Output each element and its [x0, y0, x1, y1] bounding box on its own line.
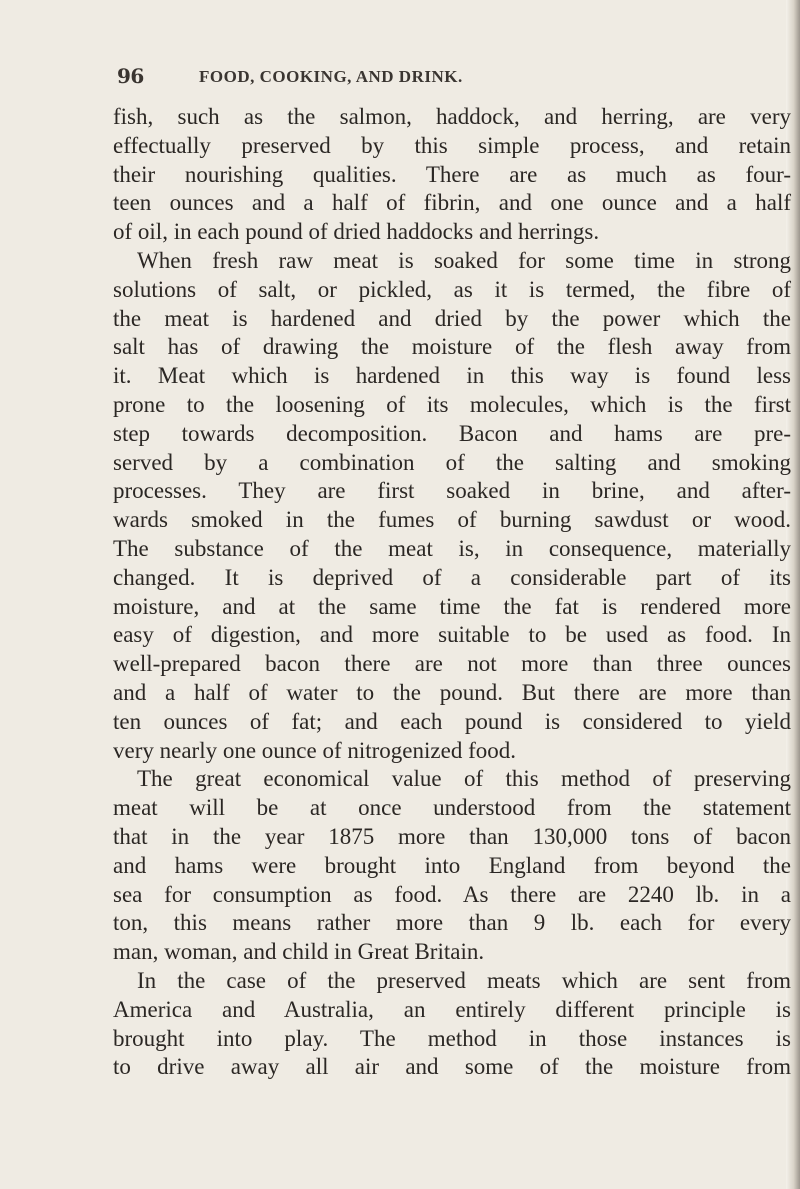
running-head: FOOD, COOKING, AND DRINK.: [199, 67, 463, 86]
text-line: America and Australia, an entirely different principle is: [113, 996, 791, 1022]
text-line: their nourishing qualities. There are as much as four-: [113, 161, 791, 187]
text-line: When fresh raw meat is soaked for some time in strong: [137, 247, 791, 273]
text-line: and hams were brought into England from beyond the: [113, 852, 791, 878]
page-header: [117, 64, 783, 94]
body-text: [113, 103, 791, 1082]
text-line: wards smoked in the fumes of burning sawdust or wood.: [113, 507, 791, 533]
text-line: served by a combination of the salting and smoking: [113, 449, 791, 475]
text-line: ton, this means rather more than 9 lb. each for every: [113, 910, 791, 936]
text-line: step towards decomposition. Bacon and hams are pre-: [113, 420, 791, 446]
text-line: processes. They are first soaked in brine, and after-: [113, 478, 791, 504]
text-line: ten ounces of fat; and each pound is considered to yield: [113, 708, 791, 734]
text-line: solutions of salt, or pickled, as it is termed, the fibre of: [113, 276, 791, 302]
text-line: salt has of drawing the moisture of the flesh away from: [113, 334, 791, 360]
text-line: In the case of the preserved meats which are sent from: [137, 967, 791, 993]
text-line: teen ounces and a half of fibrin, and one ounce and a half: [113, 190, 791, 216]
text-line: and a half of water to the pound. But there are more than: [113, 679, 791, 705]
text-line: it. Meat which is hardened in this way is found less: [113, 363, 791, 389]
text-line: brought into play. The method in those instances is: [113, 1025, 791, 1051]
text-line: The substance of the meat is, in consequence, materially: [113, 535, 791, 561]
text-line: changed. It is deprived of a considerable part of its: [113, 564, 791, 590]
text-line: effectually preserved by this simple process, and retain: [113, 132, 791, 158]
text-line: easy of digestion, and more suitable to be used as food. In: [113, 622, 791, 648]
text-line: that in the year 1875 more than 130,000 tons of bacon: [113, 823, 791, 849]
text-line: The great economical value of this method of preserving: [137, 766, 791, 792]
text-line: well-prepared bacon there are not more than three ounces: [113, 651, 791, 677]
text-line: moisture, and at the same time the fat is rendered more: [113, 593, 791, 619]
text-line: to drive away all air and some of the moisture from: [113, 1054, 791, 1080]
text-line: sea for consumption as food. As there are 2240 lb. in a: [113, 881, 791, 907]
text-line: very nearly one ounce of nitrogenized food.: [113, 737, 516, 763]
text-line: man, woman, and child in Great Britain.: [113, 939, 485, 965]
text-line: meat will be at once understood from the statement: [113, 795, 791, 821]
text-line: of oil, in each pound of dried haddocks and herrings.: [113, 219, 600, 245]
page-number: 96: [117, 64, 144, 88]
text-line: the meat is hardened and dried by the power which the: [113, 305, 791, 331]
text-line: fish, such as the salmon, haddock, and herring, are very: [113, 104, 791, 129]
text-line: prone to the loosening of its molecules, which is the first: [113, 391, 791, 417]
